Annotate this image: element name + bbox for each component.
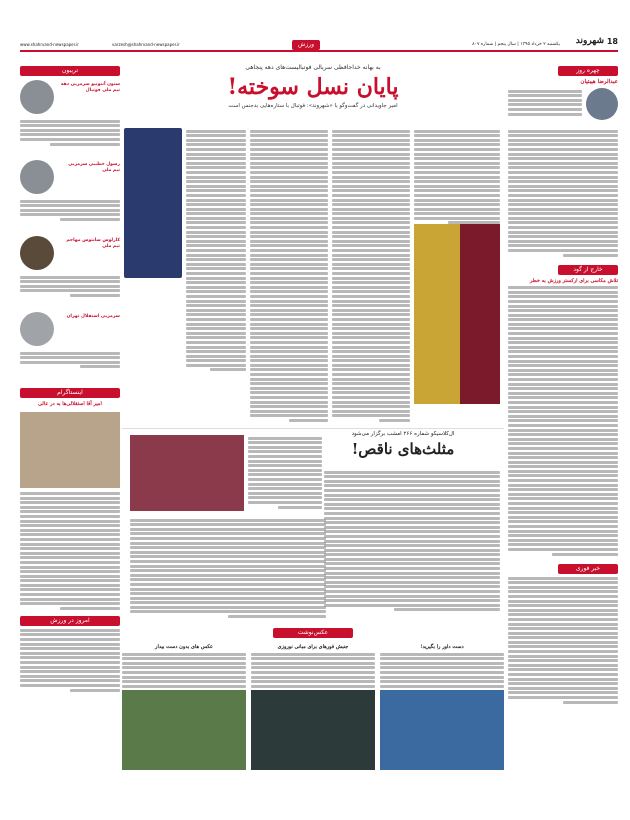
foreign-head: خارج از گود xyxy=(558,265,618,275)
face-head: چهره روز xyxy=(558,66,618,76)
lead-headline: پایان نسل سوخته! xyxy=(227,74,399,100)
feature-headline: مثلث‌های ناقص! xyxy=(351,440,455,458)
lead-col-3 xyxy=(332,128,410,424)
lead-kicker: به بهانه خداحافظی سربالی فوتبالیست‌های دهه پنجاهی xyxy=(245,64,381,71)
photo-item-image xyxy=(380,690,504,770)
lead-player-photo-right-2 xyxy=(460,224,500,404)
feature-kicker: ال‌کلاسیکو شماره ۲۶۶ امشب برگزار می‌شود xyxy=(351,431,455,437)
face-photo xyxy=(586,88,618,120)
photo-item-title: جنبش فورهای برای مبانی نوروزی xyxy=(277,644,349,650)
person-avatar xyxy=(20,312,54,346)
instagram-photo xyxy=(20,412,120,488)
person-avatar xyxy=(20,80,54,114)
photo-item-image xyxy=(122,690,246,770)
person-item xyxy=(20,80,120,160)
instagram-head: اینستاگرام xyxy=(20,388,120,398)
face-name: عبدالرضا هیبتیان xyxy=(580,79,618,85)
tribune-head: تریبون xyxy=(20,66,120,76)
lead-col-2 xyxy=(250,128,328,424)
date-line: یکشنبه ۲ خرداد ۱۳۹۵ | سال پنجم | شماره ۸۰۷ xyxy=(472,42,560,47)
today-head: امروز در ورزش xyxy=(20,616,120,626)
person-avatar xyxy=(20,160,54,194)
foreign-text xyxy=(508,286,618,555)
person-name: رسول خطیبی سرمربی تیم ملی xyxy=(68,162,120,173)
photo-section xyxy=(122,628,504,808)
photo-item-title: عکس های بدون دست بیدار xyxy=(155,644,213,650)
feature-col-right xyxy=(324,469,500,613)
feature-photo xyxy=(130,435,244,511)
today-list xyxy=(20,629,120,692)
photo-item-title: دست داور را بگیرید! xyxy=(420,644,464,650)
news-list xyxy=(508,577,618,704)
photo-item xyxy=(251,644,375,770)
person-item xyxy=(20,312,120,382)
photo-item xyxy=(380,644,504,770)
person-name: ستون آنتونیو سرمربی دهه تیم ملی فوتبال xyxy=(60,82,120,93)
lead-player-photo-left xyxy=(124,128,182,278)
feature-story xyxy=(122,428,504,624)
person-name: سرمربی استقلال تهران xyxy=(66,314,120,319)
news-head: خبر فوری xyxy=(558,564,618,574)
email[interactable]: varzesh@shahrvand-newspaper.ir xyxy=(112,42,180,47)
lead-subline: امیر جاویدانی در گفت‌وگو با «شهروند»: فوتبال با ستاره‌هایی بدجنس است xyxy=(228,103,398,109)
right-column xyxy=(508,66,618,806)
photo-item xyxy=(122,644,246,770)
person-item xyxy=(20,236,120,312)
instagram-text xyxy=(20,492,120,610)
person-item xyxy=(20,160,120,236)
feature-col-left xyxy=(130,517,326,620)
feature-intro xyxy=(248,435,322,510)
logo: شهروند xyxy=(575,36,604,46)
lead-story xyxy=(122,64,504,424)
person-name: کارلوس سانتوس مهاجم تیم ملی xyxy=(66,238,120,249)
person-avatar xyxy=(20,236,54,270)
lead-col-1 xyxy=(186,128,246,373)
person-list xyxy=(20,80,120,382)
lead-col-4 xyxy=(414,128,500,226)
photo-item-image xyxy=(251,690,375,770)
face-text xyxy=(508,130,618,257)
photo-section-head: عکس‌نوشت xyxy=(273,628,353,638)
page-number: 18 xyxy=(606,37,618,46)
instagram-title: امیر آقا استقلالی‌ها به در عالی xyxy=(38,401,102,407)
site-url[interactable]: www.shahrvand-newspaper.ir xyxy=(20,42,79,47)
section-label: ورزش xyxy=(292,40,320,50)
foreign-title: تلاش مکاسی برای ارکستر ورزش به خطر xyxy=(530,277,618,284)
left-column xyxy=(20,66,120,806)
